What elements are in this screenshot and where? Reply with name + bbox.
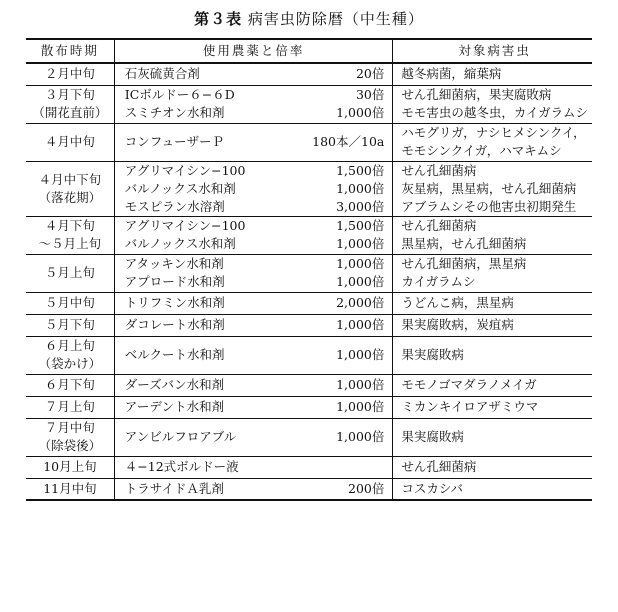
- target-cell-line: せん孔細菌病: [401, 459, 477, 475]
- rate-cell-line: 180本／10a: [312, 133, 385, 149]
- pesticide-cell-line: トラサイドＡ乳剤: [124, 481, 224, 497]
- period-cell-line: ５月下旬: [44, 317, 95, 333]
- pesticide-cell: [114, 85, 308, 123]
- period-cell: [26, 85, 114, 123]
- header-period: 散布時期: [26, 39, 114, 63]
- period-cell-line: 11月中旬: [43, 481, 97, 497]
- target-cell: [393, 456, 592, 478]
- rate-cell-line: 1,000倍: [336, 105, 385, 120]
- rate-cell: [308, 85, 393, 123]
- pesticide-cell-line: バルノックス水和剤: [124, 236, 236, 252]
- rate-cell-line: 1,000倍: [336, 317, 385, 333]
- table-number: 第３表: [194, 10, 243, 28]
- pesticide-cell-line: ダコレート水和剤: [124, 317, 225, 333]
- period-cell-line: ５月上旬: [44, 265, 95, 281]
- rate-cell-line: 1,500倍: [336, 218, 385, 234]
- target-cell-line: 灰星病，黒星病，せん孔細菌病: [401, 180, 577, 196]
- period-cell: [26, 161, 114, 216]
- pesticide-cell: [114, 336, 308, 374]
- rate-cell-line: 1,000倍: [336, 180, 385, 196]
- table-row: [26, 314, 592, 336]
- rate-cell: [308, 216, 393, 254]
- pesticide-cell-line: ICボルドー６−６D: [124, 86, 235, 102]
- rate-cell: [308, 336, 393, 374]
- target-cell-line: ミカンキイロアザミウマ: [401, 399, 539, 415]
- pesticide-cell-line: コンフューザーＰ: [124, 133, 225, 149]
- period-cell-line: ５月中旬: [44, 295, 95, 311]
- pesticide-cell-line: トリフミン水和剤: [124, 295, 225, 311]
- table-row: [26, 254, 592, 292]
- pesticide-cell-line: ４−12式ボルドー液: [124, 459, 239, 475]
- rate-cell: [308, 254, 393, 292]
- rate-cell-line: 1,000倍: [336, 274, 385, 290]
- pesticide-cell: [114, 418, 308, 456]
- table-title: [0, 8, 618, 29]
- target-cell: [393, 314, 592, 336]
- target-cell-line: せん孔細菌病，黒星病: [401, 256, 527, 272]
- rate-cell: [308, 374, 393, 396]
- rate-cell: [308, 292, 393, 314]
- target-cell: [393, 63, 592, 85]
- pesticide-cell-line: 石灰硫黄合剤: [124, 66, 200, 82]
- target-cell-line: ハモグリガ，ナシヒメシンクイ，: [401, 124, 586, 140]
- header-row: [26, 39, 592, 63]
- rate-cell-line: 1,000倍: [336, 377, 385, 393]
- rate-cell: [308, 396, 393, 418]
- pesticide-cell: [114, 456, 308, 478]
- rate-cell: [308, 63, 393, 85]
- period-cell: [26, 123, 114, 161]
- pesticide-cell-line: アグリマイシン−100: [124, 218, 246, 234]
- period-cell: [26, 418, 114, 456]
- target-cell-line: 果実腐敗病，炭疽病: [401, 317, 514, 333]
- rate-cell-line: 200倍: [348, 481, 385, 497]
- period-cell-line: （袋かけ）: [38, 356, 102, 372]
- period-cell-line: ７月中旬: [44, 420, 95, 436]
- target-cell: [393, 478, 592, 500]
- pesticide-cell-line: ダーズバン水和剤: [124, 377, 225, 393]
- period-cell: [26, 254, 114, 292]
- table-row: [26, 161, 592, 216]
- pesticide-cell-line: ベルクート水和剤: [124, 347, 225, 363]
- period-cell-line: 〜５月上旬: [38, 236, 102, 252]
- table-row: [26, 292, 592, 314]
- period-cell: [26, 336, 114, 374]
- period-cell: [26, 63, 114, 85]
- pesticide-cell: [114, 292, 308, 314]
- target-cell: [393, 418, 592, 456]
- rate-cell: [308, 161, 393, 216]
- period-cell: [26, 456, 114, 478]
- pesticide-cell: [114, 478, 308, 500]
- header-pesticide: 使用農薬と倍率: [114, 39, 393, 63]
- pesticide-cell-line: アプロード水和剤: [124, 274, 225, 290]
- pesticide-cell: [114, 123, 308, 161]
- rate-cell-line: 3,000倍: [336, 198, 385, 214]
- rate-cell-line: 1,000倍: [336, 429, 385, 445]
- target-cell-line: 果実腐敗病: [401, 347, 464, 363]
- target-cell-line: せん孔細菌病: [401, 218, 477, 234]
- table-body: [26, 63, 592, 500]
- table-row: [26, 374, 592, 396]
- period-cell-line: （落花期）: [38, 189, 102, 205]
- target-cell: [393, 396, 592, 418]
- target-cell: [393, 85, 592, 123]
- rate-cell: [308, 456, 393, 478]
- table-row: [26, 478, 592, 500]
- rate-cell-line: 2,000倍: [336, 295, 385, 311]
- target-cell-line: カイガラムシ: [401, 274, 476, 290]
- target-cell: [393, 161, 592, 216]
- period-cell-line: ６月上旬: [44, 338, 95, 354]
- target-cell: [393, 123, 592, 161]
- period-cell-line: ６月下旬: [44, 377, 95, 393]
- rate-cell-line: 30倍: [355, 86, 385, 102]
- pesticide-cell-line: スミチオン水和剤: [124, 105, 225, 120]
- period-cell: [26, 292, 114, 314]
- pesticide-cell: [114, 216, 308, 254]
- pesticide-cell: [114, 161, 308, 216]
- target-cell-line: モモノゴマダラノメイガ: [401, 377, 537, 393]
- target-cell-line: モモシンクイガ，ハマキムシ: [401, 143, 562, 158]
- period-cell-line: （除袋後）: [38, 438, 102, 454]
- rate-cell: [308, 123, 393, 161]
- pesticide-cell-line: アグリマイシン−100: [124, 162, 246, 178]
- target-cell: [393, 336, 592, 374]
- spray-schedule-table: [26, 38, 592, 501]
- target-cell-line: 黒星病，せん孔細菌病: [401, 236, 527, 252]
- pesticide-cell: [114, 396, 308, 418]
- pesticide-cell-line: アタッキン水和剤: [124, 256, 224, 272]
- target-cell: [393, 216, 592, 254]
- table-caption: 病害虫防除暦（中生種）: [247, 10, 424, 28]
- pesticide-cell-line: モスピラン水溶剤: [124, 198, 225, 214]
- rate-cell: [308, 478, 393, 500]
- pesticide-cell: [114, 374, 308, 396]
- pesticide-cell: [114, 314, 308, 336]
- period-cell-line: 10月上旬: [43, 459, 97, 475]
- period-cell-line: ３月下旬: [44, 86, 95, 102]
- period-cell: [26, 396, 114, 418]
- period-cell-line: ４月中旬: [44, 133, 95, 149]
- rate-cell-line: 20倍: [355, 66, 385, 82]
- target-cell-line: 果実腐敗病: [401, 429, 464, 445]
- target-cell: [393, 374, 592, 396]
- period-cell-line: ４月中下旬: [38, 171, 102, 187]
- rate-cell: [308, 418, 393, 456]
- table-row: [26, 336, 592, 374]
- target-cell-line: 越冬病菌，縮葉病: [401, 66, 502, 82]
- rate-cell-line: 1,000倍: [336, 399, 385, 415]
- pesticide-cell: [114, 254, 308, 292]
- period-cell-line: （開花直前）: [32, 105, 108, 120]
- table-row: [26, 216, 592, 254]
- target-cell-line: モモ害虫の越冬虫，カイガラムシ: [401, 105, 588, 120]
- rate-cell-line: 1,500倍: [336, 162, 385, 178]
- table-row: [26, 85, 592, 123]
- period-cell-line: ２月中旬: [44, 66, 95, 82]
- pesticide-cell-line: アンビルフロアブル: [124, 429, 237, 445]
- rate-cell-line: 1,000倍: [336, 236, 385, 252]
- target-cell-line: アブラムシその他害虫初期発生: [401, 198, 577, 214]
- target-cell-line: せん孔細菌病，果実腐敗病: [401, 86, 552, 102]
- period-cell: [26, 314, 114, 336]
- period-cell-line: ７月上旬: [44, 399, 95, 415]
- period-cell: [26, 216, 114, 254]
- table-row: [26, 396, 592, 418]
- pesticide-cell-line: アーデント水和剤: [124, 399, 225, 415]
- table-row: [26, 418, 592, 456]
- target-cell-line: せん孔細菌病: [401, 162, 477, 178]
- period-cell: [26, 374, 114, 396]
- rate-cell-line: 1,000倍: [336, 256, 385, 272]
- rate-cell: [308, 314, 393, 336]
- period-cell: [26, 478, 114, 500]
- table-row: [26, 63, 592, 85]
- target-cell-line: うどんこ病，黒星病: [401, 295, 514, 311]
- rate-cell-line: 1,000倍: [336, 347, 385, 363]
- table-row: [26, 123, 592, 161]
- pesticide-cell-line: バルノックス水和剤: [124, 180, 236, 196]
- pesticide-cell: [114, 63, 308, 85]
- target-cell-line: コスカシバ: [401, 481, 463, 497]
- header-target: 対象病害虫: [393, 39, 592, 63]
- table-row: [26, 456, 592, 478]
- period-cell-line: ４月下旬: [44, 218, 95, 234]
- target-cell: [393, 254, 592, 292]
- target-cell: [393, 292, 592, 314]
